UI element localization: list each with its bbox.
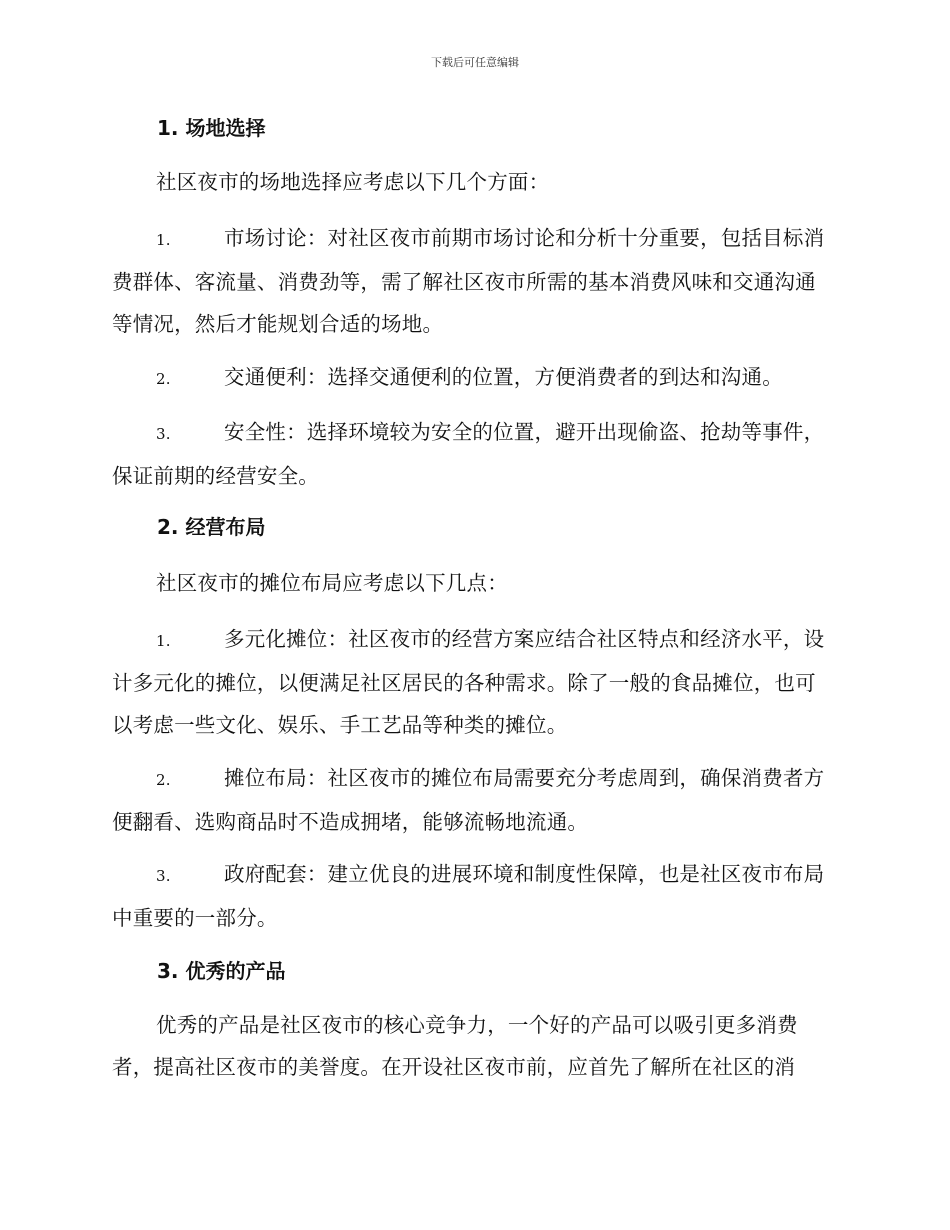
list-item <box>112 618 832 746</box>
list-item-number: 3. <box>156 425 171 443</box>
section-intro: 社区夜市的场地选择应考虑以下几个方面： <box>156 170 550 194</box>
list-item-text: 安全性：选择环境较为安全的位置，避开出现偷盗、抢劫等事件，保证前期的经营安全。 <box>112 420 825 488</box>
list-item <box>112 757 832 843</box>
list-item-text: 交通便利：选择交通便利的位置，方便消费者的到达和沟通。 <box>224 365 783 389</box>
list-item <box>112 853 832 939</box>
list-item <box>112 217 832 345</box>
list-item-text: 市场讨论：对社区夜市前期市场讨论和分析十分重要，包括目标消费群体、客流量、消费劲等，需了解社区夜市所需的基本消费风味和交通沟通等情况，然后才能规划合适的场地。 <box>112 226 825 336</box>
list-item-text: 多元化摊位：社区夜市的经营方案应结合社区特点和经济水平，设计多元化的摊位，以便满足社区居民的各种需求。除了一般的食品摊位，也可以考虑一些文化、娱乐、手工艺品等种类的摊位。 <box>112 627 825 737</box>
list-item-number: 2. <box>156 370 171 388</box>
section-intro: 社区夜市的摊位布局应考虑以下几点： <box>156 571 508 595</box>
list-item-number: 3. <box>156 867 171 885</box>
section-intro: 优秀的产品是社区夜市的核心竞争力，一个好的产品可以吸引更多消费者，提高社区夜市的美誉度。在开设社区夜市前，应首先了解所在社区的消 <box>112 1013 798 1079</box>
section-heading: 1. 场地选择 <box>157 116 266 140</box>
list-item-number: 1. <box>156 632 171 650</box>
list-item-text: 政府配套：建立优良的进展环境和制度性保障，也是社区夜市布局中重要的一部分。 <box>112 862 825 930</box>
list-item <box>112 356 832 400</box>
page-header: 下载后可任意编辑 <box>431 56 519 69</box>
section-heading: 2. 经营布局 <box>157 515 266 539</box>
section-heading: 3. 优秀的产品 <box>157 959 286 983</box>
list-item-number: 2. <box>156 771 171 789</box>
list-item <box>112 411 832 497</box>
list-item-number: 1. <box>156 231 171 249</box>
list-item-text: 摊位布局：社区夜市的摊位布局需要充分考虑周到，确保消费者方便翻看、选购商品时不造成拥堵，能够流畅地流通。 <box>112 766 825 834</box>
